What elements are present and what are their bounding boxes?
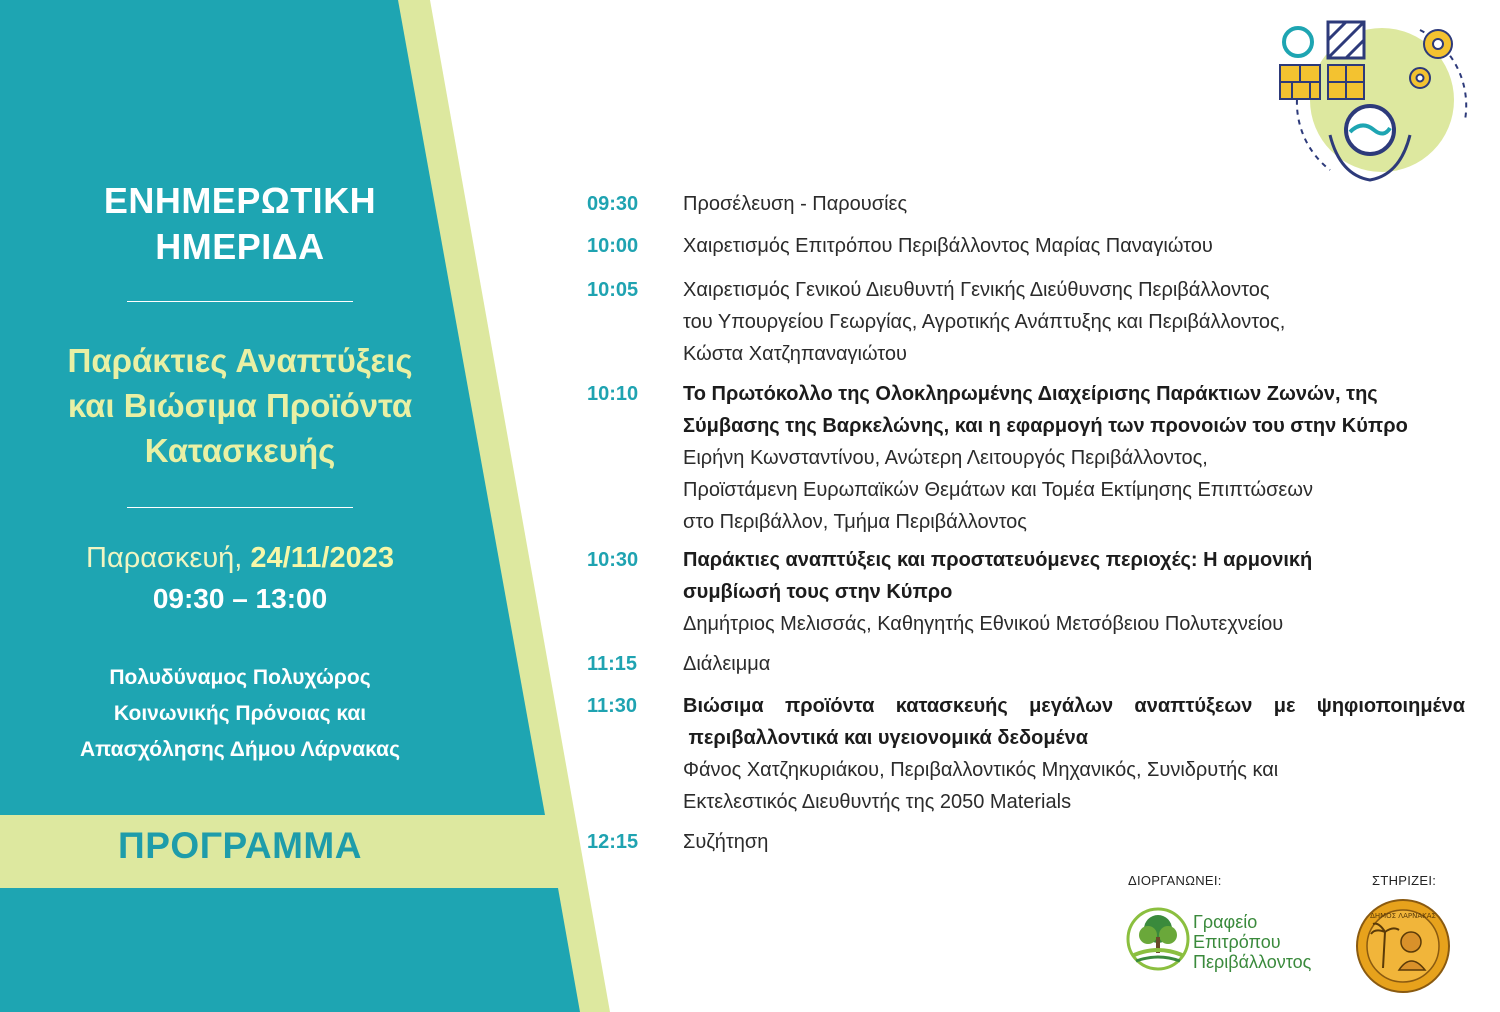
event-date-value: 24/11/2023 bbox=[250, 542, 394, 574]
venue-line3: Απασχόλησης Δήμου Λάρνακας bbox=[80, 738, 400, 761]
event-subtitle-line1: Παράκτιες Αναπτύξεις bbox=[67, 342, 413, 379]
organizer-name-line1: Γραφείο bbox=[1193, 912, 1258, 932]
program-heading: ΠΡΟΓΡΑΜΜΑ bbox=[118, 825, 362, 866]
agenda-line: Προσέλευση - Παρουσίες bbox=[683, 193, 908, 215]
event-title-line2: ΗΜΕΡΙΔΑ bbox=[155, 226, 325, 267]
event-day-label: Παρασκευή, bbox=[86, 542, 243, 574]
divider-top bbox=[127, 301, 353, 302]
agenda-time: 10:05 bbox=[587, 279, 639, 301]
agenda-line: Προϊστάμενη Ευρωπαϊκών Θεμάτων και Τομέα Εκτίμησης Επιπτώσεων bbox=[683, 479, 1313, 501]
event-subtitle-line3: Κατασκευής bbox=[144, 432, 336, 469]
divider-bottom bbox=[127, 507, 353, 508]
agenda-topic-line: Βιώσιμα προϊόντα κατασκευής μεγάλων αναπτύξεων με ψηφιοποιημένα bbox=[683, 695, 1465, 717]
event-date bbox=[0, 540, 480, 576]
agenda-line: Δημήτριος Μελισσάς, Καθηγητής Εθνικού Μετσόβειου Πολυτεχνείου bbox=[683, 613, 1284, 635]
agenda-line: Συζήτηση bbox=[683, 831, 769, 853]
organizer-label: ΔΙΟΡΓΑΝΩΝΕΙ: bbox=[1128, 873, 1222, 888]
teal-lower-block bbox=[0, 888, 580, 1012]
agenda-description bbox=[683, 690, 1465, 818]
supporter-label: ΣΤΗΡΙΖΕΙ: bbox=[1372, 873, 1437, 888]
venue-line1: Πολυδύναμος Πολυχώρος bbox=[109, 666, 371, 689]
seal-text: ΔΗΜΟΣ ΛΑΡΝΑΚΑΣ bbox=[1370, 912, 1436, 920]
agenda-line: Χαιρετισμός Γενικού Διευθυντή Γενικής Διεύθυνσης Περιβάλλοντος bbox=[683, 279, 1270, 301]
agenda-topic-line: Παράκτιες αναπτύξεις και προστατευόμενες περιοχές: Η αρμονική bbox=[683, 549, 1313, 571]
organizer-name-line3: Περιβάλλοντος bbox=[1193, 952, 1312, 972]
organizer-name-line2: Επιτρόπου bbox=[1193, 932, 1281, 952]
event-title-line1: ΕΝΗΜΕΡΩΤΙΚΗ bbox=[103, 180, 377, 221]
agenda-description bbox=[683, 826, 1465, 858]
agenda-time: 09:30 bbox=[587, 193, 639, 215]
agenda-description bbox=[683, 188, 1465, 220]
agenda-topic-line: συμβίωσή τους στην Κύπρο bbox=[683, 581, 953, 603]
agenda-line: Εκτελεστικός Διευθυντής της 2050 Materials bbox=[683, 791, 1072, 813]
event-venue bbox=[0, 660, 480, 768]
agenda-description bbox=[683, 230, 1465, 262]
agenda-time: 11:30 bbox=[587, 695, 638, 717]
sustainability-emblem-icon bbox=[1270, 10, 1475, 190]
agenda-time: 10:30 bbox=[587, 549, 639, 571]
agenda-description bbox=[683, 544, 1465, 640]
event-subtitle-line2: και Βιώσιμα Προϊόντα bbox=[67, 387, 413, 424]
agenda-line: Ειρήνη Κωνσταντίνου, Ανώτερη Λειτουργός Περιβάλλοντος, bbox=[683, 447, 1208, 469]
environment-commissioner-logo-icon bbox=[1124, 905, 1192, 985]
agenda-topic-line: Το Πρωτόκολλο της Ολοκληρωμένης Διαχείρισης Παράκτιων Ζωνών, της bbox=[683, 383, 1378, 405]
agenda-line: Κώστα Χατζηπαναγιώτου bbox=[683, 343, 907, 365]
venue-line2: Κοινωνικής Πρόνοιας και bbox=[113, 702, 367, 725]
agenda-line: του Υπουργείου Γεωργίας, Αγροτικής Ανάπτυξης και Περιβάλλοντος, bbox=[683, 311, 1286, 333]
agenda-line: Διάλειμμα bbox=[683, 653, 771, 675]
agenda-description bbox=[683, 648, 1465, 680]
agenda-time: 12:15 bbox=[587, 831, 639, 853]
agenda-time: 10:10 bbox=[587, 383, 639, 405]
agenda-line: στο Περιβάλλον, Τμήμα Περιβάλλοντος bbox=[683, 511, 1027, 533]
agenda-time: 11:15 bbox=[587, 653, 638, 675]
agenda-time: 10:00 bbox=[587, 235, 639, 257]
larnaca-municipality-seal-icon bbox=[1355, 898, 1451, 994]
agenda-description bbox=[683, 274, 1465, 370]
agenda-topic-line: περιβαλλοντικά και υγειονομικά δεδομένα bbox=[683, 727, 1088, 749]
agenda-line: Φάνος Χατζηκυριάκου, Περιβαλλοντικός Μηχανικός, Συνιδρυτής και bbox=[683, 759, 1279, 781]
event-title bbox=[0, 178, 480, 270]
event-time-range: 09:30 – 13:00 bbox=[152, 583, 328, 614]
organizer-name bbox=[1193, 912, 1311, 972]
agenda-topic-line: Σύμβασης της Βαρκελώνης, και η εφαρμογή των προνοιών του στην Κύπρο bbox=[683, 415, 1408, 437]
event-subtitle bbox=[0, 338, 480, 473]
agenda-line: Χαιρετισμός Επιτρόπου Περιβάλλοντος Μαρίας Παναγιώτου bbox=[683, 235, 1213, 257]
agenda-description bbox=[683, 378, 1465, 538]
